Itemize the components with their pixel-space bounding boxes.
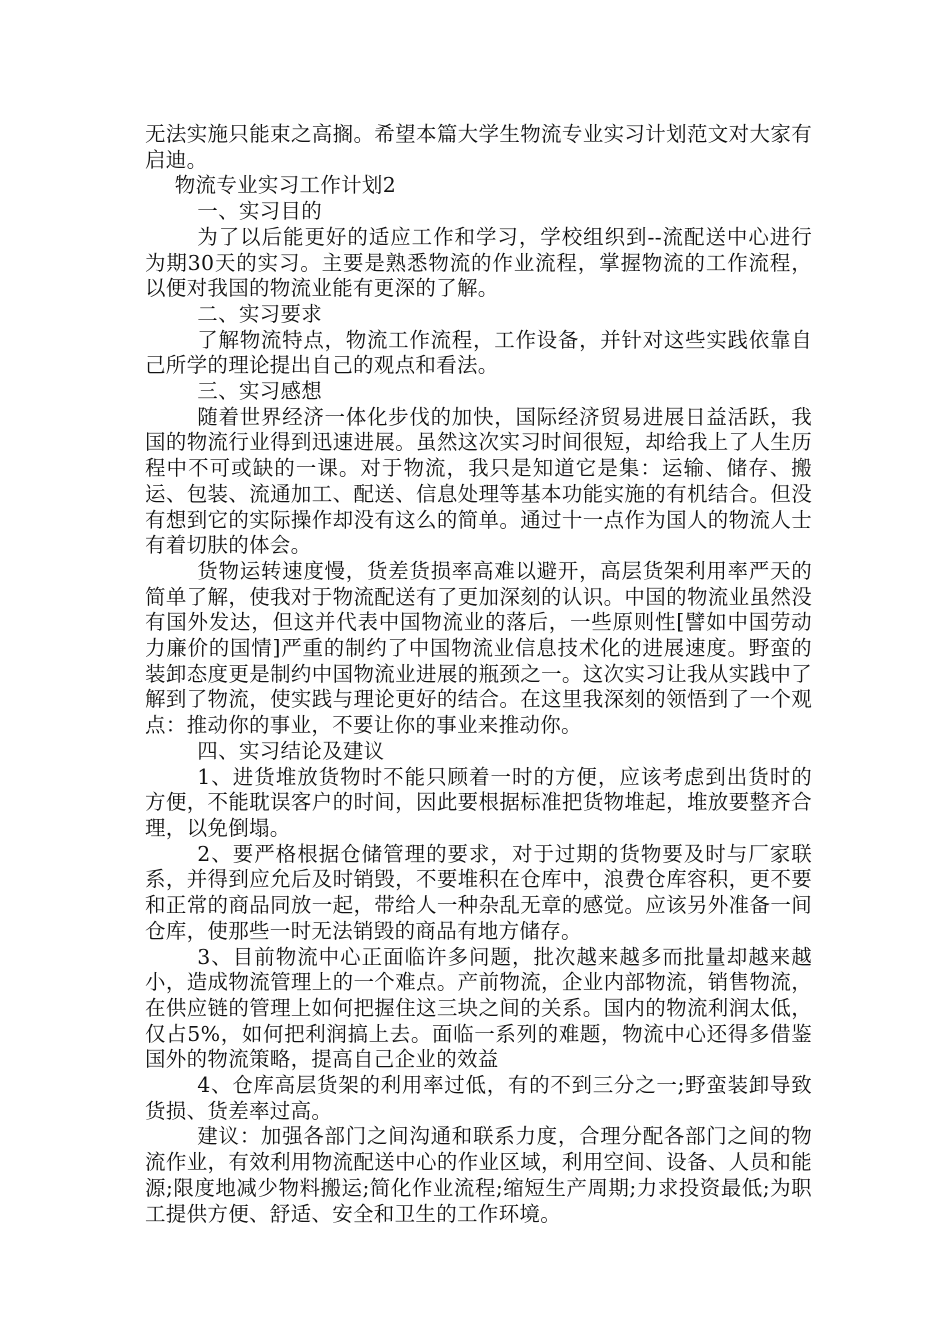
document-page [145,122,812,1227]
section-heading-reflections: 三、实习感想 [197,379,323,404]
plan-title: 物流专业实习工作计划2 [174,173,397,198]
paragraph-reflections-1: 随着世界经济一体化步伐的加快，国际经济贸易进展日益活跃，我国的物流行业得到迅速进展。虽然这次实习时间很短，却给我上了人生历程中不可或缺的一课。对于物流，我只是知道它是集：运输、储存、搬运、包装、流通加工、配送、信息处理等基本功能实施的有机结合。但没有想到它的实际操作却没有这么的简单。通过十一点作为国人的物流人士有着切肤的体会。 [145,404,812,558]
section-heading-purpose: 一、实习目的 [197,199,323,224]
paragraph-conclusion-1: 1、进货堆放货物时不能只顾着一时的方便，应该考虑到出货时的方便，不能耽误客户的时间，因此要根据标准把货物堆起，堆放要整齐合理，以免倒塌。 [145,764,812,840]
paragraph-conclusion-3: 3、目前物流中心正面临许多问题，批次越来越多而批量却越来越小，造成物流管理上的一个难点。产前物流，企业内部物流，销售物流，在供应链的管理上如何把握住这三块之间的关系。国内的物流利润太低，仅占5%，如何把利润搞上去。面临一系列的难题，物流中心还得多借鉴国外的物流策略，提高自己企业的效益 [145,944,812,1072]
opening-fragment: 无法实施只能束之高搁。希望本篇大学生物流专业实习计划范文对大家有启迪。 [145,122,812,172]
paragraph-conclusion-4: 4、仓库高层货架的利用率过低，有的不到三分之一;野蛮装卸导致货损、货差率过高。 [145,1073,812,1123]
paragraph-requirements: 了解物流特点，物流工作流程，工作设备，并针对这些实践依靠自己所学的理论提出自己的观点和看法。 [145,327,812,378]
paragraph-suggestions: 建议：加强各部门之间沟通和联系力度，合理分配各部门之间的物流作业，有效利用物流配送中心的作业区域，利用空间、设备、人员和能源;限度地减少物料搬运;简化作业流程;缩短生产周期;力求投资最低;为职工提供方便、舒适、安全和卫生的工作环境。 [145,1124,812,1226]
paragraph-conclusion-2: 2、要严格根据仓储管理的要求，对于过期的货物要及时与厂家联系，并得到应允后及时销毁，不要堆积在仓库中，浪费仓库容积，更不要和正常的商品同放一起，带给人一种杂乱无章的感觉。应该另外准备一间仓库，使那些一时无法销毁的商品有地方储存。 [145,841,812,943]
section-heading-conclusions: 四、实习结论及建议 [197,738,385,763]
paragraph-reflections-2: 货物运转速度慢，货差货损率高难以避开，高层货架利用率严天的简单了解，使我对于物流配送有了更加深刻的认识。中国的物流业虽然没有国外发达，但这并代表中国物流业的落后，一些原则性[譬如中国劳动力廉价的国情]严重的制约了中国物流业信息技术化的进展速度。野蛮的装卸态度更是制约中国物流业进展的瓶颈之一。这次实习让我从实践中了解到了物流，使实践与理论更好的结合。在这里我深刻的领悟到了一个观点：推动你的事业，不要让你的事业来推动你。 [145,558,812,738]
paragraph-purpose: 为了以后能更好的适应工作和学习，学校组织到--流配送中心进行为期30天的实习。主要是熟悉物流的作业流程，掌握物流的工作流程，以便对我国的物流业能有更深的了解。 [145,224,812,301]
section-heading-requirements: 二、实习要求 [197,301,323,326]
